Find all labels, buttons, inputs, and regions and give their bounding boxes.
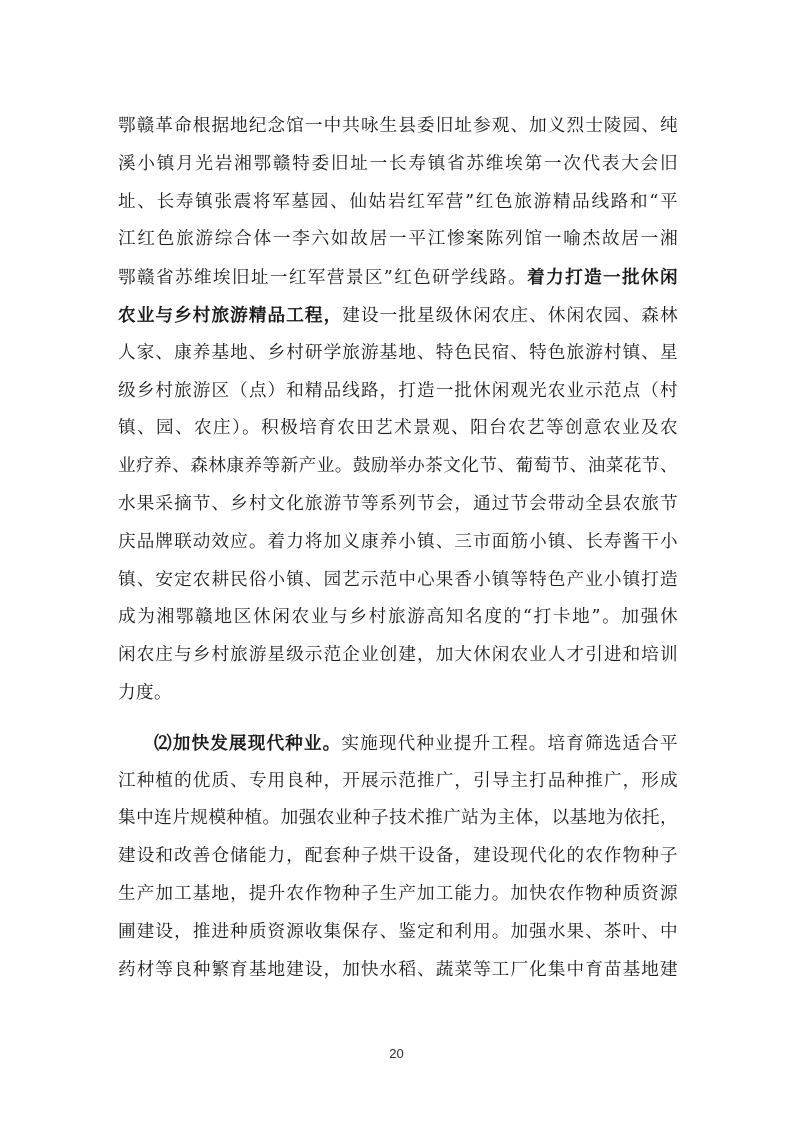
text-run: 闲农庄与乡村旅游星级示范企业创建，加大休闲农业人才引进和培训 [118, 645, 678, 666]
text-line [118, 763, 678, 801]
text-line [118, 914, 678, 952]
page-number: 20 [389, 1046, 404, 1061]
text-run: 溪小镇月光岩湘鄂赣特委旧址一长寿镇省苏维埃第一次代表大会旧 [118, 153, 678, 174]
text-line [118, 448, 678, 486]
text-run: 建设和改善仓储能力，配套种子烘干设备，建设现代化的农作物种子 [118, 846, 678, 867]
text-line [118, 259, 678, 297]
text-run: 江红色旅游综合体一李六如故居一平江惨案陈列馆一喻杰故居一湘 [118, 229, 678, 250]
text-run: 庆品牌联动效应。着力将加义康养小镇、三市面筋小镇、长寿酱干小 [118, 531, 678, 552]
text-run: 生产加工基地，提升农作物种子生产加工能力。加快农作物种质资源 [118, 883, 678, 904]
text-run: 成为湘鄂赣地区休闲农业与乡村旅游高知名度的“打卡地”。加强休 [118, 607, 678, 628]
text-run: 镇、园、农庄）。积极培育农田艺术景观、阳台农艺等创意农业及农 [118, 418, 678, 439]
bold-text-run: ⑵加快发展现代种业。 [154, 732, 342, 754]
text-run: 药材等良种繁育基地建设，加快水稻、蔬菜等工厂化集中育苗基地建 [118, 959, 678, 980]
text-line [118, 297, 678, 335]
text-line [118, 952, 678, 990]
body-text [118, 108, 678, 989]
text-line [118, 373, 678, 411]
paragraph [118, 108, 678, 713]
text-run: 江种植的优质、专用良种，开展示范推广，引导主打品种推广，形成 [118, 770, 678, 791]
text-run: 鄂赣革命根据地纪念馆一中共咏生县委旧址参观、加义烈士陵园、纯 [118, 116, 678, 136]
text-line [118, 637, 678, 675]
text-run: 力度。 [118, 682, 172, 703]
text-line [118, 876, 678, 914]
text-run: 级乡村旅游区（点）和精品线路，打造一批休闲观光农业示范点（村 [118, 380, 678, 401]
text-run: 址、长寿镇张震将军墓园、仙姑岩红军营”红色旅游精品线路和“平 [118, 191, 678, 212]
text-line [118, 599, 678, 637]
text-line [118, 410, 678, 448]
bold-text-run: 农业与乡村旅游精品工程， [118, 304, 343, 326]
text-run: 镇、安定农耕民俗小镇、园艺示范中心果香小镇等特色产业小镇打造 [118, 569, 678, 590]
text-line [118, 524, 678, 562]
text-run: 建设一批星级休闲农庄、休闲农园、森林 [342, 305, 678, 326]
bold-text-run: 着力打造一批休闲 [527, 267, 679, 289]
text-line [118, 838, 678, 876]
text-run: 集中连片规模种植。加强农业种子技术推广站为主体，以基地为依托， [118, 808, 678, 829]
text-line [118, 335, 678, 373]
text-run: 鄂赣省苏维埃旧址一红军营景区”红色研学线路。 [118, 268, 528, 289]
text-run: 业疗养、森林康养等新产业。鼓励举办茶文化节、葡萄节、油菜花节、 [118, 456, 678, 477]
text-line [118, 562, 678, 600]
text-line [118, 800, 678, 838]
text-line [118, 184, 678, 222]
text-line [118, 675, 678, 713]
text-run: 水果采摘节、乡村文化旅游节等系列节会，通过节会带动全县农旅节 [118, 493, 678, 514]
text-line [118, 221, 678, 259]
text-run: 人家、康养基地、乡村研学旅游基地、特色民宿、特色旅游村镇、星 [118, 342, 678, 363]
text-line [118, 486, 678, 524]
text-run: 实施现代种业提升工程。培育筛选适合平 [341, 733, 678, 754]
text-run: 圃建设，推进种质资源收集保存、鉴定和利用。加强水果、茶叶、中 [118, 921, 678, 942]
text-line [118, 725, 678, 763]
text-line [118, 108, 678, 146]
text-line [118, 146, 678, 184]
paragraph [118, 725, 678, 990]
